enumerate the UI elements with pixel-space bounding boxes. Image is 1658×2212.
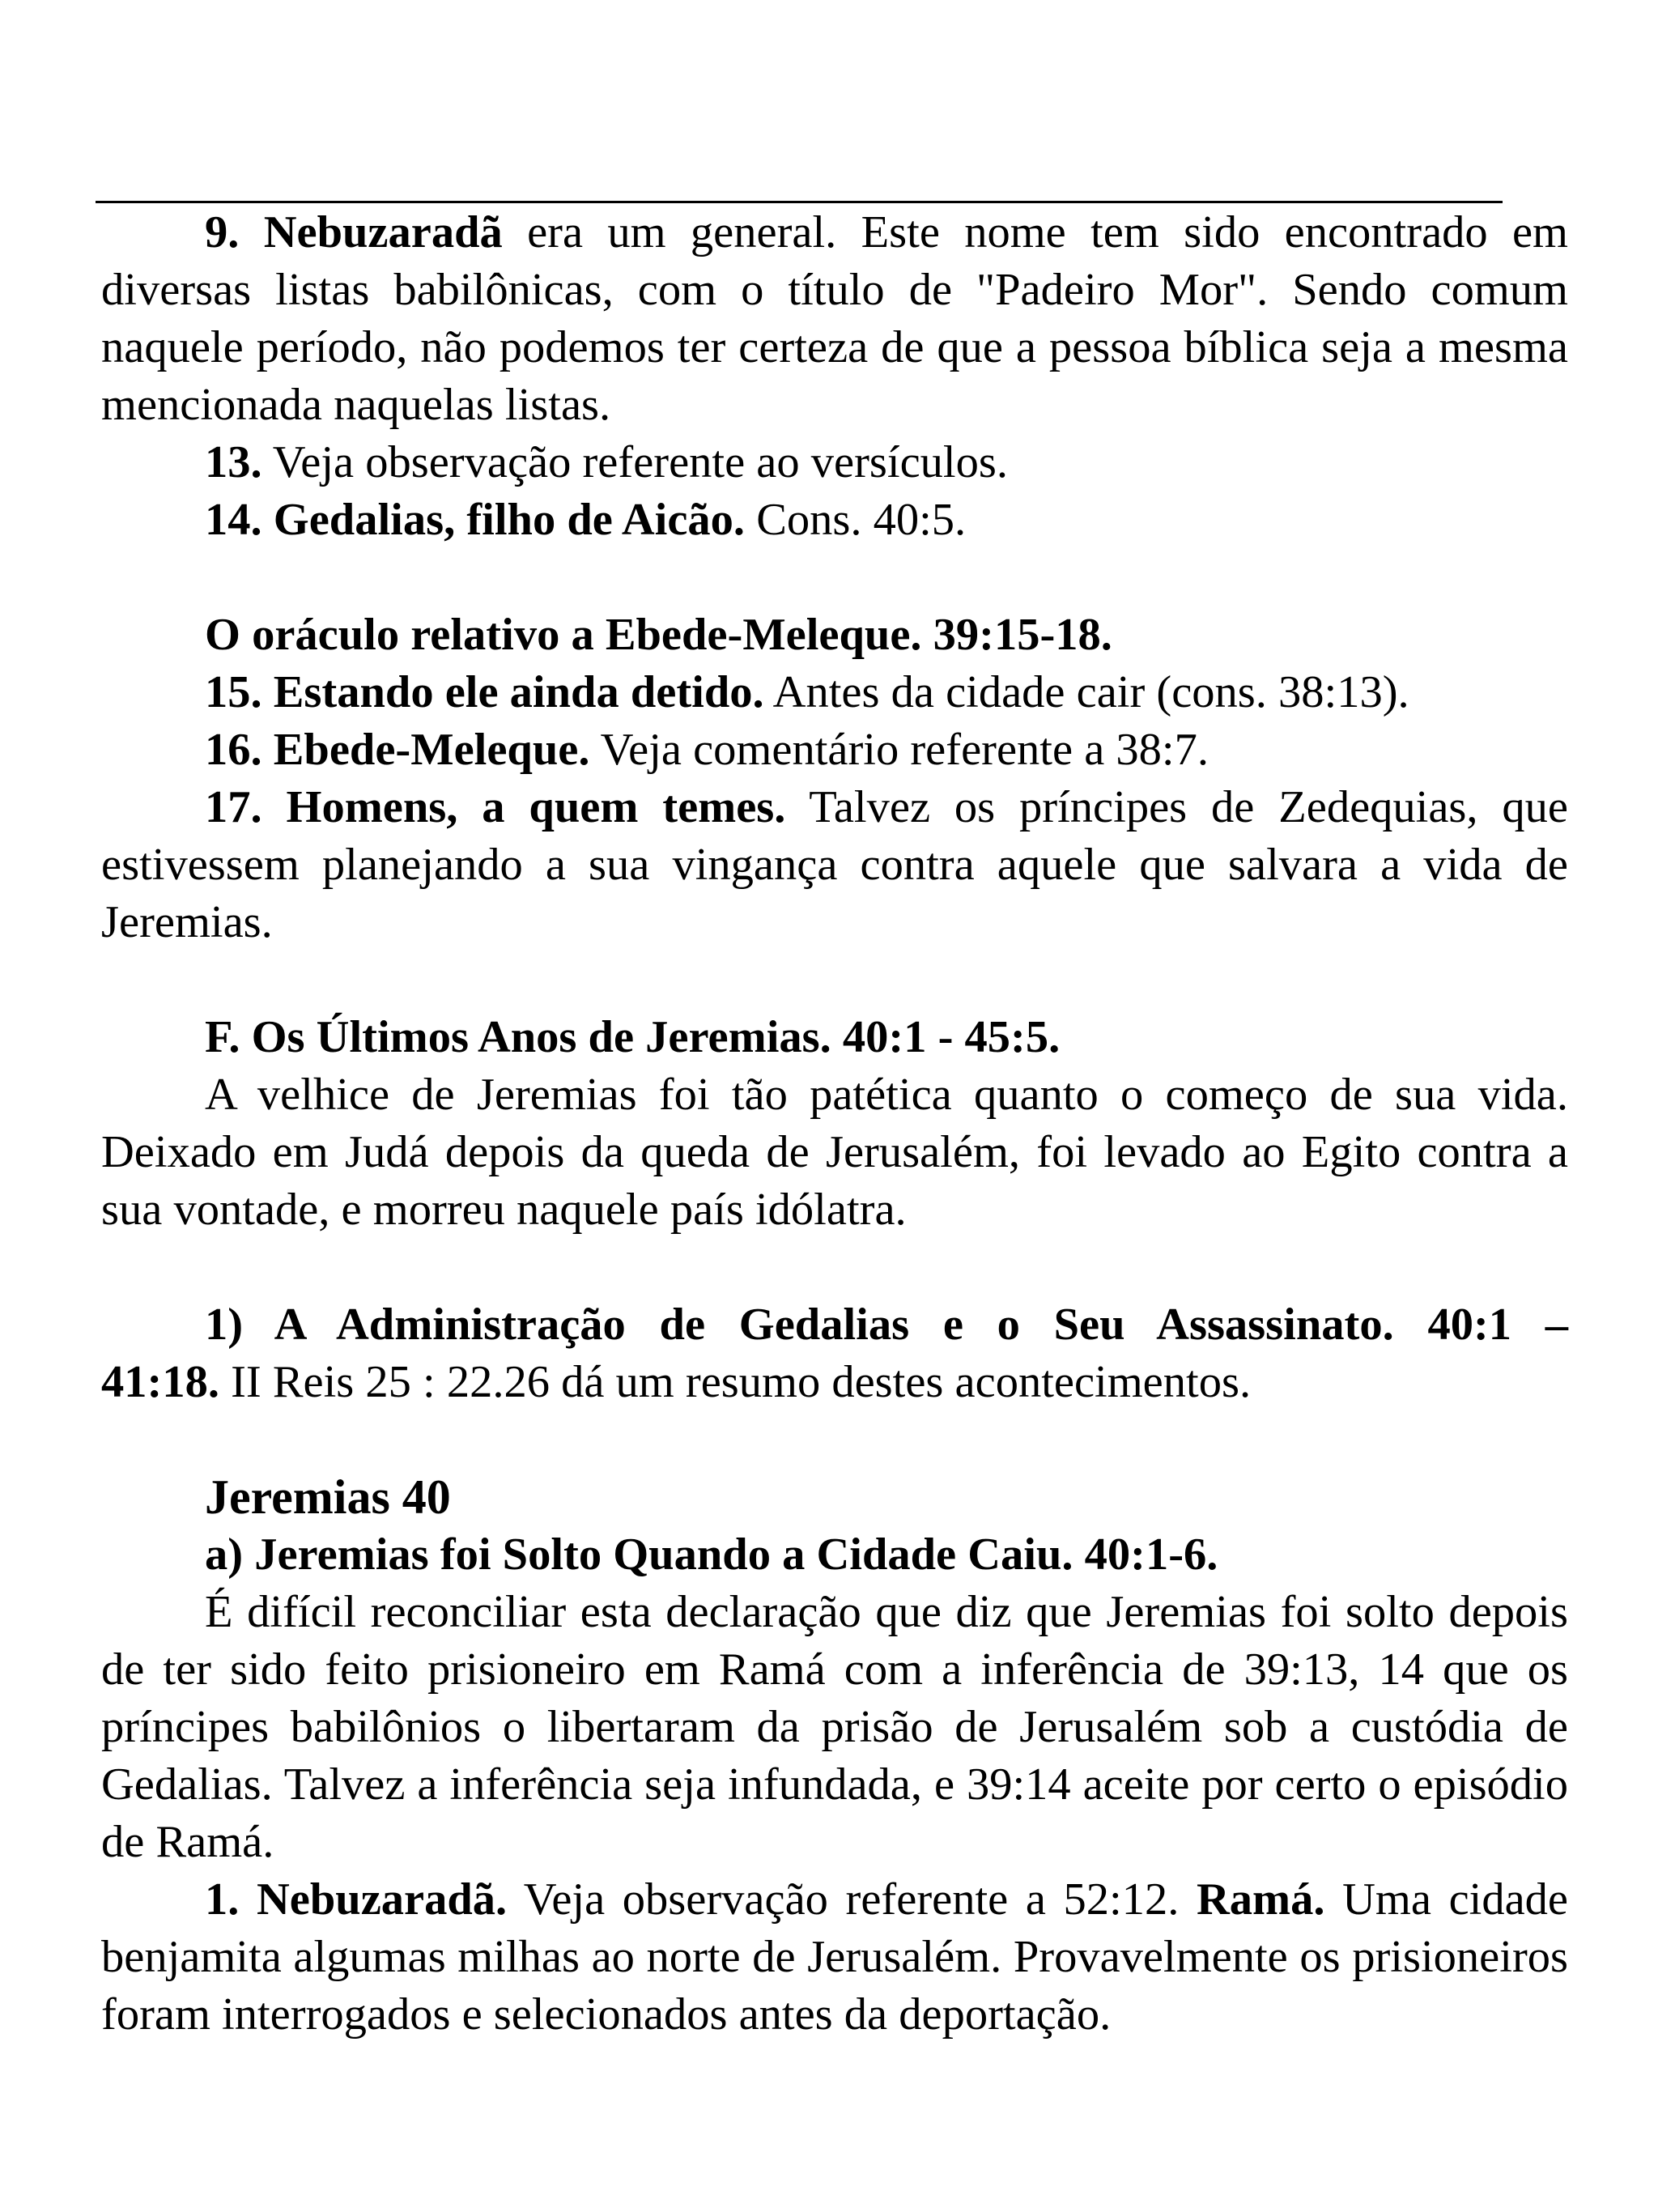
verse-16-text: Veja comentário referente a 38:7. xyxy=(589,725,1209,775)
paragraph-verse-17 xyxy=(101,779,1568,951)
section-heading-oracle xyxy=(101,606,1568,664)
paragraph-reconcile: É difícil reconciliar esta declaração que diz que Jeremias foi solto depois de ter sido feito prisioneiro em Ramá com a inferência de 39:13, 14 que os príncipes babilônios o libertaram da prisão de Jerusalém sob a custódia de Gedalias. Talvez a inferência seja infundada, e 39:14 aceite por certo o episódio de Ramá. xyxy=(101,1587,1568,1867)
chapter-heading-text: Jeremias 40 xyxy=(205,1470,451,1524)
paragraph-verse-16 xyxy=(101,721,1568,779)
page-body xyxy=(101,204,1568,2044)
verse-15-text: Antes da cidade cair (cons. 38:13). xyxy=(763,667,1409,717)
verse-15-heading: 15. Estando ele ainda detido. xyxy=(205,667,764,717)
paragraph-verse-14 xyxy=(101,491,1568,549)
spacer xyxy=(101,549,1568,606)
gedalias-heading-line1: 1) A Administração de Gedalias e o Seu Assassinato. 40:1 – xyxy=(205,1300,1568,1350)
verse-14-heading: 14. Gedalias, filho de Aicão. xyxy=(205,495,746,545)
verse-1-heading: 1. Nebuzaradã. xyxy=(205,1874,508,1925)
verse-16-heading: 16. Ebede-Meleque. xyxy=(205,725,590,775)
section-heading-last-years xyxy=(101,1009,1568,1066)
rama-text: Uma cidade benjamita algumas milhas ao norte de Jerusalém. Provavelmente os prisioneiros foram interrogados e selecionados antes da deportação. xyxy=(101,1874,1568,2040)
paragraph-verse-9 xyxy=(101,204,1568,434)
verse-13-heading: 13. xyxy=(205,437,262,487)
section-heading-gedalias-line2 xyxy=(101,1354,1568,1411)
gedalias-summary-text: II Reis 25 : 22.26 dá um resumo destes acontecimentos. xyxy=(219,1357,1252,1407)
verse-1-text: Veja observação referente a 52:12. xyxy=(507,1874,1197,1925)
verse-17-heading: 17. Homens, a quem temes. xyxy=(205,782,786,832)
spacer xyxy=(101,951,1568,1009)
verse-14-text: Cons. 40:5. xyxy=(745,495,967,545)
gedalias-heading-line2: 41:18. xyxy=(101,1357,219,1407)
verse-13-text: Veja observação referente ao versículos. xyxy=(261,437,1008,487)
chapter-heading xyxy=(101,1469,1568,1526)
section-heading-last-years-text: F. Os Últimos Anos de Jeremias. 40:1 - 45:5. xyxy=(205,1012,1061,1062)
rama-heading: Ramá. xyxy=(1197,1874,1325,1925)
section-heading-oracle-text: O oráculo relativo a Ebede-Meleque. 39:15-18. xyxy=(205,610,1112,660)
spacer xyxy=(101,1239,1568,1296)
verse-17-text: Talvez os príncipes de Zedequias, que estivessem planejando a sua vingança contra aquele que salvara a vida de Jeremias. xyxy=(101,782,1568,947)
paragraph-old-age: A velhice de Jeremias foi tão patética quanto o começo de sua vida. Deixado em Judá depois da queda de Jerusalém, foi levado ao Egito contra a sua vontade, e morreu naquele país idólatra. xyxy=(101,1070,1568,1235)
header-rule xyxy=(96,201,1503,203)
subsection-heading-released-text: a) Jeremias foi Solto Quando a Cidade Caiu. 40:1-6. xyxy=(205,1529,1218,1580)
paragraph-verse-1 xyxy=(101,1871,1568,2044)
section-heading-gedalias-line1 xyxy=(101,1296,1568,1354)
paragraph-verse-13 xyxy=(101,434,1568,491)
subsection-heading-released xyxy=(101,1526,1568,1584)
paragraph-verse-15 xyxy=(101,664,1568,721)
spacer xyxy=(101,1411,1568,1469)
verse-9-heading: 9. Nebuzaradã xyxy=(205,207,503,257)
verse-9-text: era um general. Este nome tem sido encontrado em diversas listas babilônicas, com o título de "Padeiro Mor". Sendo comum naquele período, não podemos ter certeza de que a pessoa bíblica seja a mesma mencionada naquelas listas. xyxy=(101,207,1568,430)
